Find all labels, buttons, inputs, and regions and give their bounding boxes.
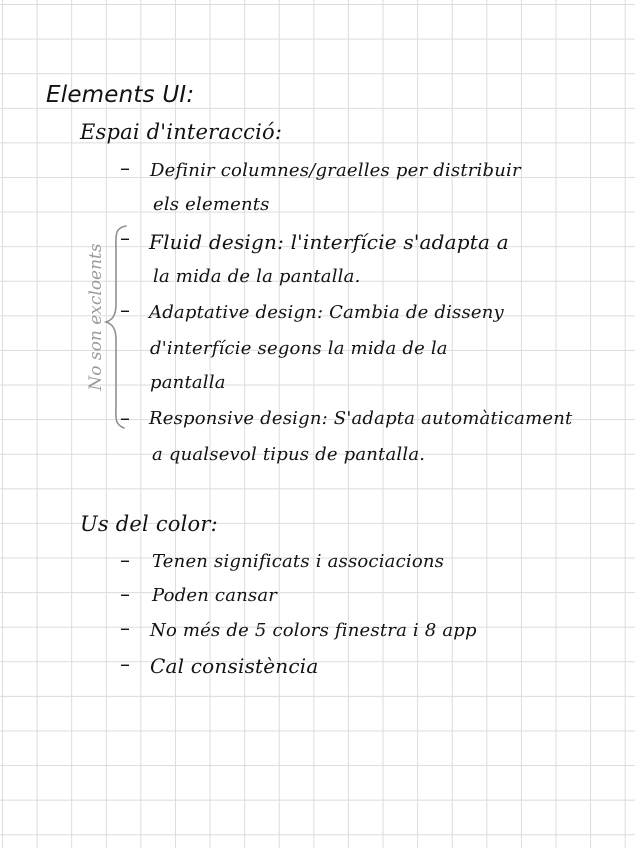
list-item-line: No més de 5 colors finestra i 8 app	[150, 620, 477, 641]
list-item-line: els elements	[153, 194, 270, 215]
list-item-line: Definir columnes/graelles per distribuir	[150, 160, 521, 181]
bullet-dash: –	[120, 156, 130, 180]
list-item-line: Poden cansar	[152, 585, 278, 606]
bullet-dash: –	[120, 582, 130, 606]
section-heading-interaction: Espai d'interacció:	[80, 120, 283, 144]
list-item-line: Adaptative design: Cambia de disseny	[149, 302, 504, 323]
bullet-dash: –	[120, 226, 130, 250]
bullet-dash: –	[120, 616, 130, 640]
list-item-line: Fluid design: l'interfície s'adapta a	[149, 230, 509, 254]
list-item-line: pantalla	[150, 372, 226, 393]
list-item-line: Tenen significats i associacions	[152, 551, 445, 572]
list-item-line: a qualsevol tipus de pantalla.	[152, 444, 426, 465]
bullet-dash: –	[120, 548, 130, 572]
list-item-line: Cal consistència	[150, 654, 319, 678]
list-item-line: d'interfície segons la mida de la	[150, 338, 448, 359]
section-heading-color: Us del color:	[80, 512, 218, 536]
list-item-line: la mida de la pantalla.	[153, 266, 361, 287]
page-title: Elements UI:	[46, 82, 195, 108]
list-item-line: Responsive design: S'adapta automàticament	[149, 408, 573, 429]
bullet-dash: –	[120, 298, 130, 322]
grouping-brace	[104, 222, 130, 432]
bullet-dash: –	[120, 652, 130, 676]
bullet-dash: –	[120, 406, 130, 430]
side-note: No son excloents	[86, 243, 106, 391]
